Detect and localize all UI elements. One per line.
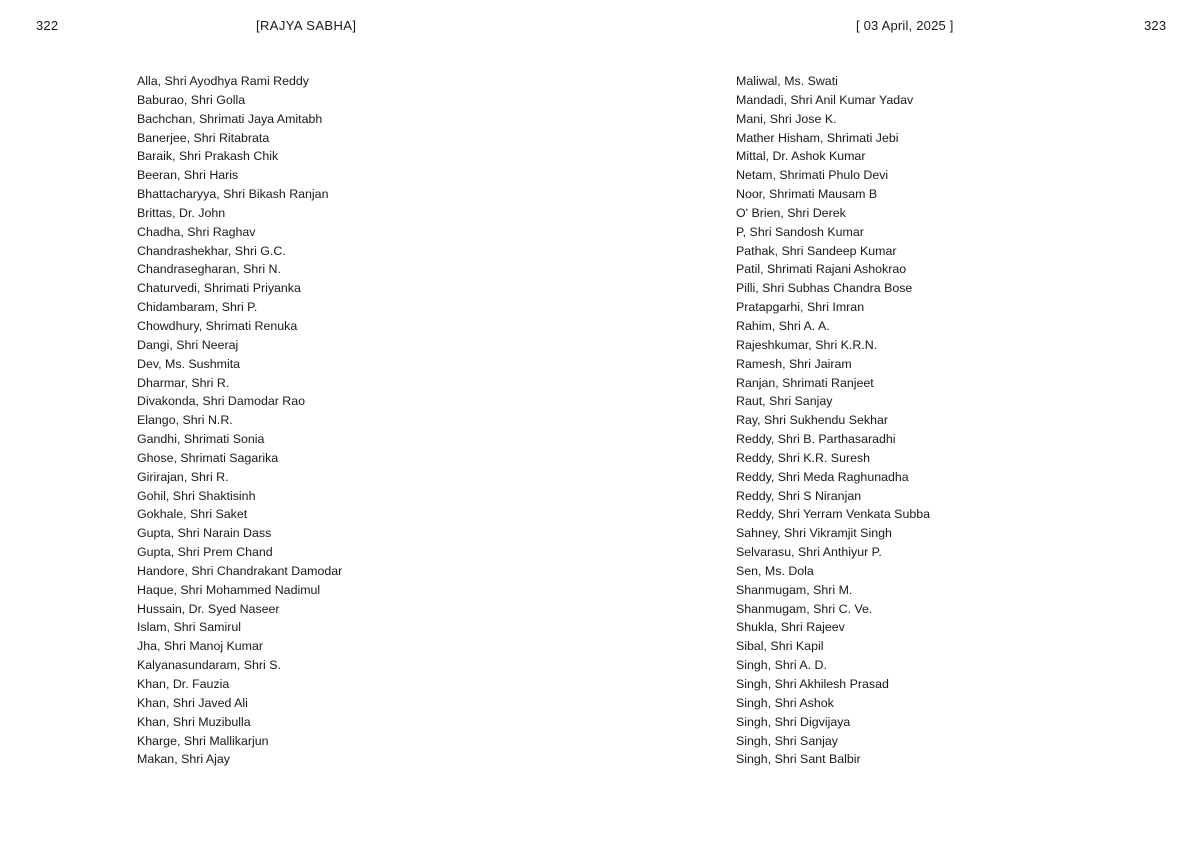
member-name: Reddy, Shri Meda Raghunadha: [736, 469, 909, 484]
member-name: Khan, Shri Muzibulla: [137, 714, 251, 729]
member-name: Singh, Shri Akhilesh Prasad: [736, 677, 889, 691]
member-name: Maliwal, Ms. Swati: [736, 74, 838, 88]
member-name: Girirajan, Shri R.: [137, 469, 229, 484]
member-name: Patil, Shrimati Rajani Ashokrao: [736, 262, 907, 277]
member-name: Divakonda, Shri Damodar Rao: [137, 394, 306, 409]
member-name: Mandadi, Shri Anil Kumar Yadav: [736, 92, 914, 107]
member-name: Singh, Shri A. D.: [736, 658, 827, 673]
member-name: Rajeshkumar, Shri K.R.N.: [736, 337, 878, 352]
member-list-left: [137, 72, 342, 769]
member-name: Singh, Shri Digvijaya: [736, 714, 851, 729]
member-name: Ranjan, Shrimati Ranjeet: [736, 375, 874, 390]
page-number-left: 322: [36, 18, 59, 33]
member-name: Chaturvedi, Shrimati Priyanka: [137, 281, 301, 296]
member-name: Handore, Shri Chandrakant Damodar: [137, 563, 343, 578]
member-name: Baraik, Shri Prakash Chik: [137, 149, 279, 164]
house-header: [RAJYA SABHA]: [256, 18, 357, 33]
member-name: Reddy, Shri B. Parthasaradhi: [736, 432, 896, 447]
member-name: Sahney, Shri Vikramjit Singh: [736, 526, 892, 541]
date-header: [ 03 April, 2025 ]: [856, 18, 954, 33]
member-name: Chadha, Shri Raghav: [137, 224, 256, 239]
member-name: Rahim, Shri A. A.: [736, 318, 830, 333]
member-name: Brittas, Dr. John: [137, 205, 226, 220]
member-name: Dangi, Shri Neeraj: [137, 337, 239, 352]
member-name: Gupta, Shri Prem Chand: [137, 545, 273, 560]
member-name: Shanmugam, Shri C. Ve.: [736, 601, 873, 616]
member-name: Mittal, Dr. Ashok Kumar: [736, 149, 866, 164]
member-name: Dharmar, Shri R.: [137, 375, 230, 390]
member-name: Gandhi, Shrimati Sonia: [137, 432, 265, 447]
member-name: Khan, Shri Javed Ali: [137, 695, 248, 710]
member-name: Reddy, Shri K.R. Suresh: [736, 450, 871, 465]
member-name: Banerjee, Shri Ritabrata: [137, 130, 270, 145]
member-name: Singh, Shri Sant Balbir: [736, 752, 861, 767]
member-name: Bhattacharyya, Shri Bikash Ranjan: [137, 187, 329, 202]
member-name: Gokhale, Shri Saket: [137, 507, 248, 522]
member-name: Gupta, Shri Narain Dass: [137, 526, 272, 541]
member-name: Mani, Shri Jose K.: [736, 111, 837, 126]
member-name: Beeran, Shri Haris: [137, 168, 239, 183]
member-name: Islam, Shri Samirul: [137, 620, 241, 635]
member-name: Jha, Shri Manoj Kumar: [137, 639, 264, 654]
member-name: Shanmugam, Shri M.: [736, 582, 853, 597]
member-name: Singh, Shri Ashok: [736, 695, 834, 710]
member-name: Gohil, Shri Shaktisinh: [137, 488, 256, 503]
member-name: Makan, Shri Ajay: [137, 752, 230, 767]
member-name: Elango, Shri N.R.: [137, 413, 233, 428]
member-name: Shukla, Shri Rajeev: [736, 620, 845, 635]
member-name: Netam, Shrimati Phulo Devi: [736, 168, 889, 183]
member-list-right: [736, 72, 930, 769]
member-name: Bachchan, Shrimati Jaya Amitabh: [137, 111, 323, 126]
member-name: Chidambaram, Shri P.: [137, 300, 258, 315]
member-name: P, Shri Sandosh Kumar: [736, 224, 864, 239]
member-name: Reddy, Shri Yerram Venkata Subba: [736, 507, 931, 522]
member-name: Chowdhury, Shrimati Renuka: [137, 318, 298, 333]
member-name: Ray, Shri Sukhendu Sekhar: [736, 413, 888, 428]
member-name: Dev, Ms. Sushmita: [137, 356, 241, 371]
page-number-right: 323: [1144, 18, 1167, 33]
member-name: Hussain, Dr. Syed Naseer: [137, 601, 280, 616]
member-name: Reddy, Shri S Niranjan: [736, 488, 862, 503]
member-name: Noor, Shrimati Mausam B: [736, 187, 878, 202]
member-name: Ramesh, Shri Jairam: [736, 356, 852, 371]
member-name: Khan, Dr. Fauzia: [137, 677, 230, 691]
member-name: Alla, Shri Ayodhya Rami Reddy: [137, 74, 309, 88]
member-name: Haque, Shri Mohammed Nadimul: [137, 582, 321, 597]
member-name: Kalyanasundaram, Shri S.: [137, 658, 281, 673]
member-name: Kharge, Shri Mallikarjun: [137, 733, 269, 748]
member-name: Pilli, Shri Subhas Chandra Bose: [736, 281, 913, 296]
member-name: Baburao, Shri Golla: [137, 92, 246, 107]
member-name: Mather Hisham, Shrimati Jebi: [736, 130, 899, 145]
member-name: Pathak, Shri Sandeep Kumar: [736, 243, 897, 258]
member-name: Sibal, Shri Kapil: [736, 639, 824, 654]
member-name: Selvarasu, Shri Anthiyur P.: [736, 545, 882, 560]
member-name: Raut, Shri Sanjay: [736, 394, 833, 409]
member-name: Chandrasegharan, Shri N.: [137, 262, 281, 277]
member-name: Singh, Shri Sanjay: [736, 733, 838, 748]
member-name: Pratapgarhi, Shri Imran: [736, 300, 865, 315]
member-name: Sen, Ms. Dola: [736, 563, 814, 578]
member-name: O' Brien, Shri Derek: [736, 205, 846, 220]
member-name: Chandrashekhar, Shri G.C.: [137, 243, 286, 258]
member-name: Ghose, Shrimati Sagarika: [137, 450, 279, 465]
